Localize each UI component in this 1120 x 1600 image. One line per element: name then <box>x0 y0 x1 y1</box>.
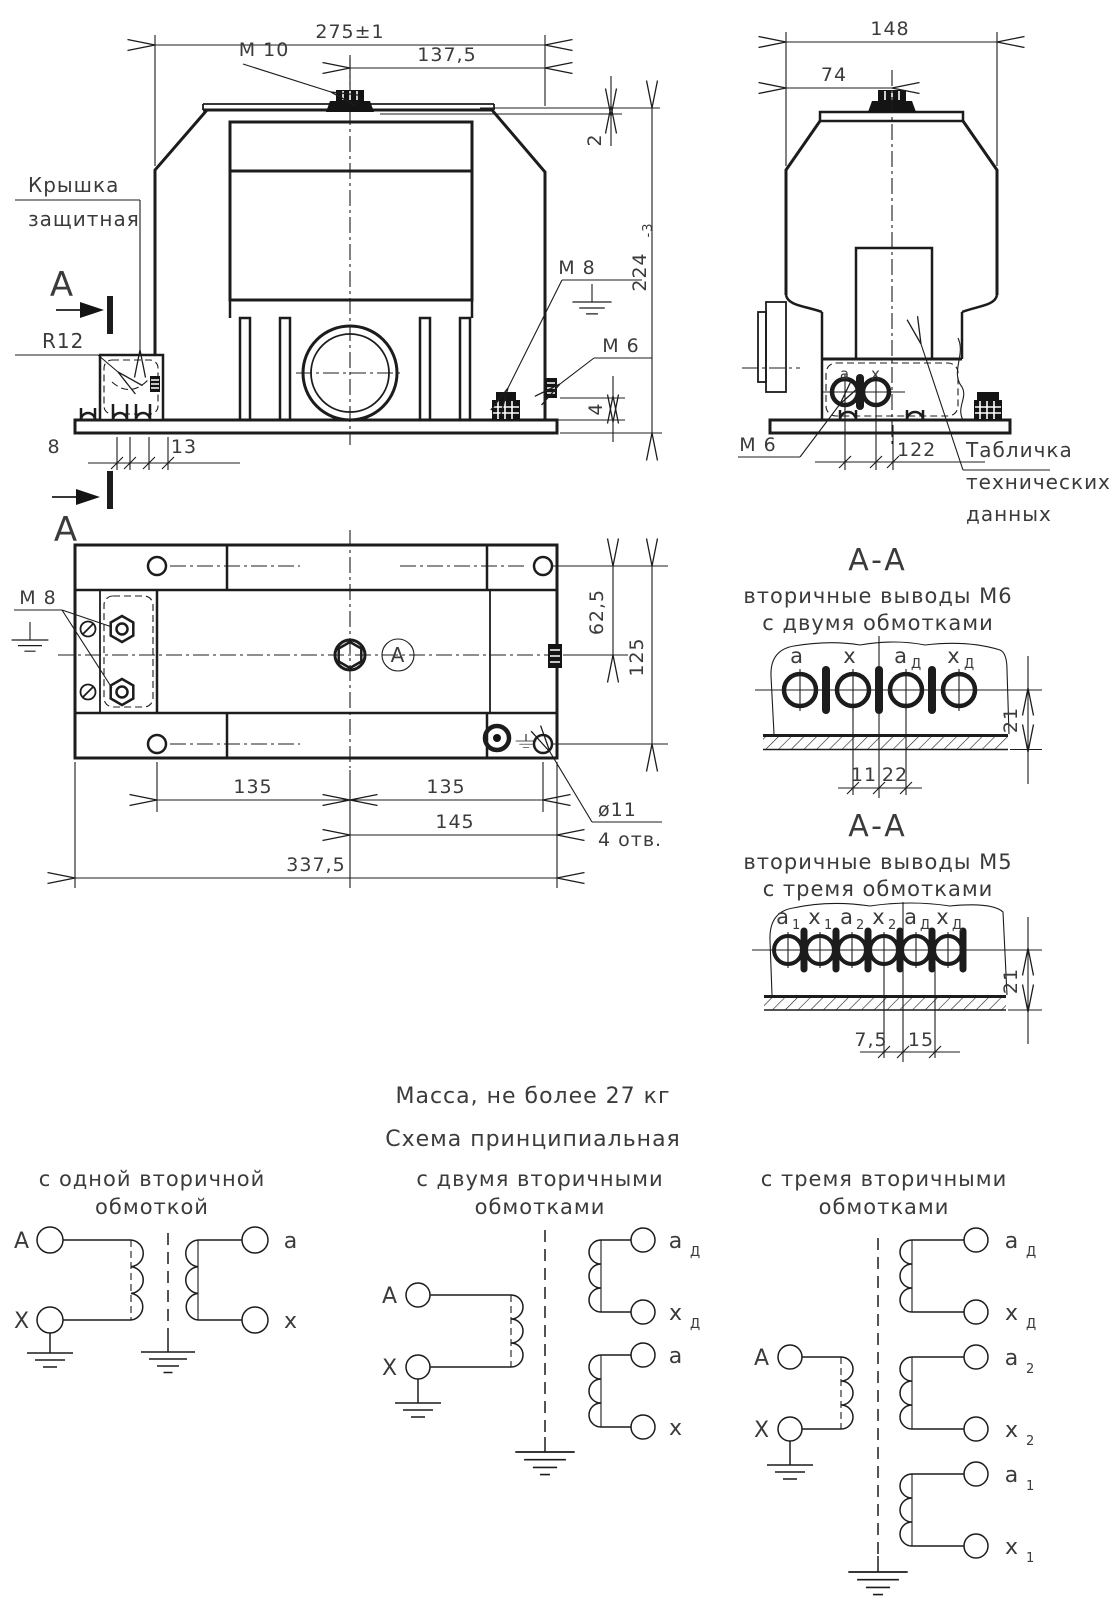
terminal-a-label: a <box>839 365 851 383</box>
m6-label-front: M 6 <box>602 335 640 357</box>
top-view <box>12 530 668 888</box>
secondary-sub: Д <box>1026 1317 1038 1332</box>
primary-top-label: A <box>753 1346 771 1371</box>
view-circle-letter: A <box>390 643 406 667</box>
dim-224-tolerance: -3 <box>641 222 656 238</box>
secondary-label: x <box>1004 1418 1020 1443</box>
secondary-sub: 2 <box>1026 1434 1036 1449</box>
m8-label-top: M 8 <box>19 587 57 609</box>
schematic-title-1: с тремя вторичными <box>760 1167 1008 1191</box>
terminal-sub: 2 <box>856 918 866 933</box>
section-aa-m6 <box>743 543 1042 798</box>
section-letter-top: A <box>49 265 75 305</box>
terminal-sub: Д <box>911 657 923 672</box>
m6-part-top-view <box>548 644 562 668</box>
r12-label: R12 <box>42 329 85 353</box>
terminal-label: x <box>843 644 857 668</box>
section-subtitle-2: с двумя обмотками <box>762 611 994 635</box>
dim-13: 13 <box>170 436 198 458</box>
section-subtitle-1: вторичные выводы М5 <box>743 850 1013 874</box>
dim-15: 15 <box>907 1029 935 1051</box>
secondary-sub: 1 <box>1026 1551 1036 1566</box>
secondary-label: a <box>668 1229 684 1254</box>
dim-4: 4 <box>585 402 607 416</box>
schematic-title-1: с двумя вторичными <box>416 1167 664 1191</box>
front-base-plate <box>75 420 557 433</box>
secondary-sub: 1 <box>1026 1479 1036 1494</box>
secondary-label: x <box>668 1416 684 1441</box>
terminal-label: x <box>872 905 886 929</box>
terminal-label: a <box>894 644 908 668</box>
secondary-label: a <box>1004 1346 1020 1371</box>
terminal-label: a <box>776 905 790 929</box>
secondary-coil-2 <box>900 1345 988 1441</box>
terminal-A <box>37 1227 63 1253</box>
front-view <box>15 21 662 550</box>
nameplate-label-line3: данных <box>966 502 1052 526</box>
m6-part-front <box>545 378 557 398</box>
terminal-label: x <box>947 644 961 668</box>
dim-135-left: 135 <box>233 776 273 798</box>
top-view-outline <box>75 545 557 758</box>
secondary-coil-3 <box>900 1462 988 1558</box>
mass-note: Масса, не более 27 кг <box>395 1084 671 1109</box>
section-letter-bottom: A <box>53 510 79 550</box>
terminal-label: a <box>790 644 804 668</box>
dim-8: 8 <box>47 436 61 458</box>
terminal-sub: 1 <box>792 918 802 933</box>
dim-74: 74 <box>820 64 848 86</box>
terminal-label: a <box>904 905 918 929</box>
m6-label-side: M 6 <box>739 434 777 456</box>
nameplate-label-line2: технических <box>966 470 1111 494</box>
dim-7-5: 7,5 <box>854 1029 888 1051</box>
schematic-title-1: с одной вторичной <box>38 1167 266 1191</box>
earthing-nuts <box>81 616 134 705</box>
primary-coil <box>511 1295 523 1367</box>
dim-2: 2 <box>584 133 606 147</box>
section-title: A-A <box>848 809 908 844</box>
secondary-label: x <box>668 1301 684 1326</box>
secondary-label: x <box>1004 1535 1020 1560</box>
dim-125: 125 <box>626 637 648 677</box>
terminal-x-label: x <box>871 365 881 383</box>
primary-bottom-label: X <box>381 1356 399 1381</box>
dim-21: 21 <box>1000 706 1022 734</box>
secondary-label: a <box>1004 1229 1020 1254</box>
secondary-label: x <box>283 1309 299 1334</box>
primary-top-label: A <box>381 1284 399 1309</box>
nameplate-area <box>856 248 932 359</box>
terminal-X <box>37 1307 63 1333</box>
cover-label-line1: Крышка <box>28 173 120 197</box>
secondary-sub: 2 <box>1026 1362 1036 1377</box>
terminal-X <box>778 1417 802 1441</box>
secondary-label: a <box>668 1344 684 1369</box>
schematic-title-2: обмоткой <box>95 1195 209 1219</box>
notes <box>385 1084 681 1152</box>
dim-148: 148 <box>870 18 910 40</box>
dim-21: 21 <box>1000 967 1022 995</box>
top-view-dimensions <box>14 566 668 888</box>
m10-bolt <box>326 90 374 112</box>
secondary-sub: Д <box>1026 1245 1038 1260</box>
schematic-title-2: обмотками <box>474 1195 606 1219</box>
secondary-coil-2 <box>589 1343 655 1439</box>
m8-bolt-front <box>492 392 520 420</box>
secondary-label: a <box>283 1229 299 1254</box>
terminal-sub: 2 <box>888 918 898 933</box>
hole-diameter-label: ø11 <box>598 799 637 821</box>
terminal-X <box>406 1355 430 1379</box>
primary-top-label: A <box>13 1229 31 1254</box>
m8-label-front: M 8 <box>558 257 596 279</box>
terminal-sub: 1 <box>824 918 834 933</box>
dim-22: 22 <box>881 764 909 786</box>
secondary-coil-1 <box>589 1228 655 1324</box>
dim-62-5: 62,5 <box>586 588 608 636</box>
dim-11: 11 <box>850 764 878 786</box>
nameplate-label-line1: Табличка <box>966 438 1073 462</box>
section-subtitle-2: с тремя обмотками <box>762 877 994 901</box>
terminal-A <box>778 1345 802 1369</box>
cover-label-line2: защитная <box>28 207 140 231</box>
primary-bottom-label: X <box>13 1309 31 1334</box>
schematic-two <box>382 1167 701 1475</box>
section-title: A-A <box>848 543 908 578</box>
dim-224: 224 <box>629 252 651 292</box>
terminal-label: x <box>936 905 950 929</box>
section-aa-m5 <box>743 809 1042 1062</box>
schematic-three <box>754 1167 1037 1595</box>
terminal-x <box>242 1307 268 1333</box>
m8-bolt-side <box>974 392 1002 420</box>
terminal-sub: Д <box>952 918 964 933</box>
dim-337-5: 337,5 <box>286 854 346 876</box>
protective-cover <box>81 355 163 420</box>
terminal-label: x <box>808 905 822 929</box>
terminal-a <box>242 1227 268 1253</box>
ground-bolt-top-view <box>485 726 526 750</box>
primary-coil <box>131 1240 143 1320</box>
dim-122: 122 <box>897 439 937 461</box>
terminal-A <box>406 1283 430 1307</box>
dim-135-right: 135 <box>426 776 466 798</box>
terminal-sub: Д <box>920 918 932 933</box>
dim-137-5: 137,5 <box>417 44 477 66</box>
dim-145: 145 <box>435 811 475 833</box>
side-base-plate <box>770 420 1010 433</box>
secondary-label: a <box>1004 1463 1020 1488</box>
primary-coil <box>841 1357 853 1429</box>
terminal-label: a <box>840 905 854 929</box>
schematic-one <box>14 1167 298 1373</box>
schema-note: Схема принципиальная <box>385 1127 681 1152</box>
terminal-sub: Д <box>964 657 976 672</box>
side-view <box>738 18 1111 526</box>
hole-count-label: 4 отв. <box>598 829 663 851</box>
secondary-label: x <box>1004 1301 1020 1326</box>
secondary-coil-1 <box>900 1228 988 1324</box>
section-subtitle-1: вторичные выводы М6 <box>743 584 1013 608</box>
schematic-title-2: обмотками <box>818 1195 950 1219</box>
secondary-sub: Д <box>690 1245 702 1260</box>
m10-label: M 10 <box>238 39 290 61</box>
secondary-coil <box>186 1240 198 1320</box>
primary-bottom-label: X <box>753 1418 771 1443</box>
secondary-sub: Д <box>690 1317 702 1332</box>
dim-275: 275±1 <box>315 21 385 43</box>
